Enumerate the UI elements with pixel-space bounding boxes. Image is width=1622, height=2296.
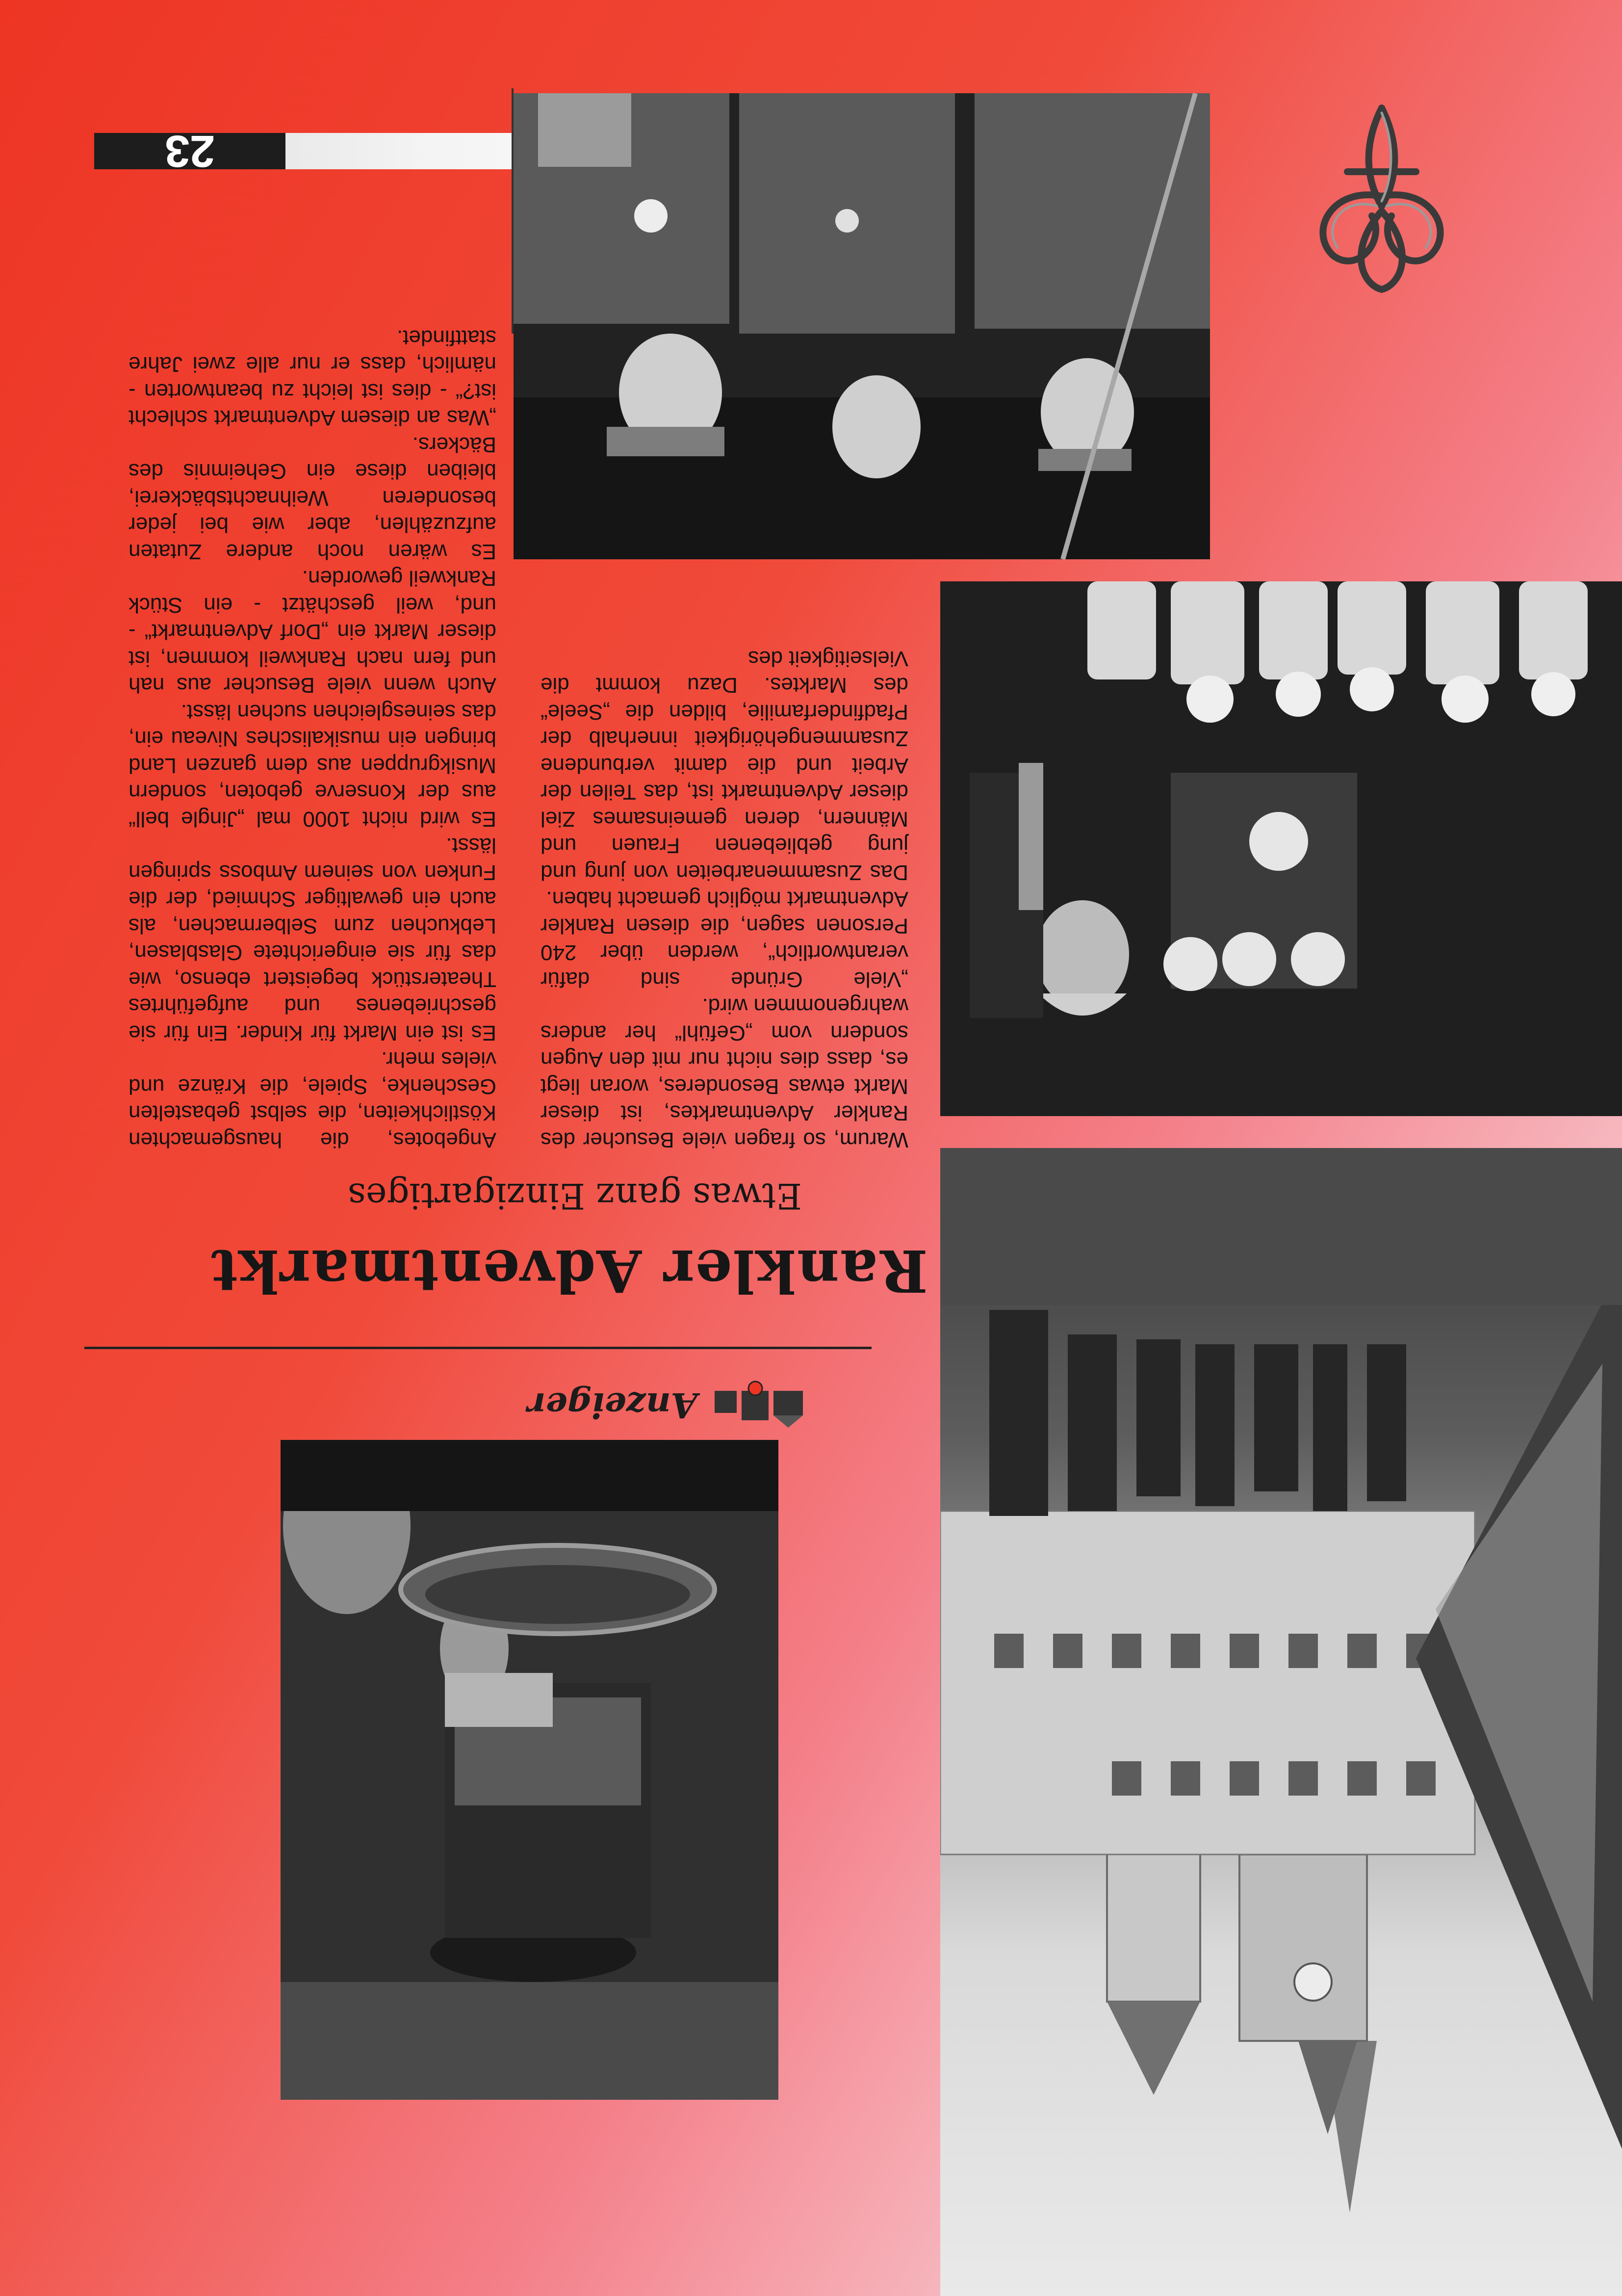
chestnut-roasting-drawing <box>281 1440 778 2100</box>
header-rule <box>84 1347 872 1349</box>
article-column-right <box>129 324 496 1153</box>
paragraph: „Viele Gründe sind dafür verantwortlich“, werden über 240 Personen sagen, die diesen Rankler Adventmarkt möglich gemacht haben. <box>541 887 908 991</box>
paragraph: „Was an diesem Adventmarkt schlecht ist?“ - dies ist leicht zu beantworten - nämlich, dass er nur alle zwei Jahre stattfindet. <box>129 326 496 430</box>
article-column-left <box>541 645 908 1153</box>
masthead-title: Anzeiger <box>527 1385 697 1426</box>
fleur-de-lis-icon <box>1288 98 1475 294</box>
children-costumes-drawing <box>940 581 1622 1116</box>
article-title: Rankler Adventmarkt <box>210 1237 928 1305</box>
chestnut-roasting-photo <box>281 1440 778 2100</box>
paragraph: Angebotes, die hausgemachten Köstlichkeiten, die selbst gebastelten Geschenke, Spiele, die Kränze und vieles mehr. <box>129 1047 496 1152</box>
page-number: 23 <box>164 126 215 176</box>
market-square-photo <box>940 1148 1622 2296</box>
paragraph: Es wird nicht 1000 mal „Jingle bell“ aus der Konserve geboten, sondern Musikgruppen aus dem ganzen Land bringen ein musikalisches Niveau ein, das seinesgleichen suchen lässt. <box>129 700 496 831</box>
paragraph: Es wären noch andere Zutaten aufzuzählen, aber wie bei jeder besonderen Weihnachtsbäckerei, bleiben diese ein Geheimnis des Bäckers. <box>129 433 496 564</box>
article-subtitle: Etwas ganz Einzigartiges <box>347 1175 802 1217</box>
paragraph: Es ist ein Markt für Kinder. Ein für sie geschriebenes und aufgeführtes Theaterstück begeistert ebenso, wie das für sie eingerichtete Glasblasen, Lebkuchen zum Selbermachen, als auch ein gewaltiger Schmied, der die Funken von seinem Amboss springen lässt. <box>129 834 496 1045</box>
paragraph: Auch wenn viele Besucher aus nah und fern nach Rankweil kommen, ist dieser Markt ein „Dorf Adventmarkt“ - und, weil geschätzt - ein Stück Rankweil geworden. <box>129 566 496 698</box>
masthead <box>516 1379 810 1433</box>
column-divider <box>512 88 514 334</box>
scouts-group-photo <box>514 93 1210 559</box>
paragraph: Das Zusammenarbeiten von jung und jung gebliebenen Frauen und Männern, deren gemeinsames Ziel dieser Adventmarkt ist, das Teilen der Arbeit und die damit verbundene Zusammengehörigkeit innerhalb der Pfadfinderfamilie, bilden die „Seele“ des Marktes. Dazu kommt die Vielseitigkeit des <box>541 647 908 885</box>
market-square-drawing <box>940 1148 1622 2296</box>
masthead-logo <box>707 1379 810 1433</box>
paragraph: Warum, so fragen viele Besucher des Rankler Adventmarktes, ist dieser Markt etwas Besonderes, woran liegt es, dass dies nicht nur mit den Augen sondern vom „Gefühl“ her anders wahrgenommen wird. <box>541 994 908 1152</box>
children-costumes-photo <box>940 581 1622 1116</box>
scouts-group-drawing <box>514 93 1210 559</box>
